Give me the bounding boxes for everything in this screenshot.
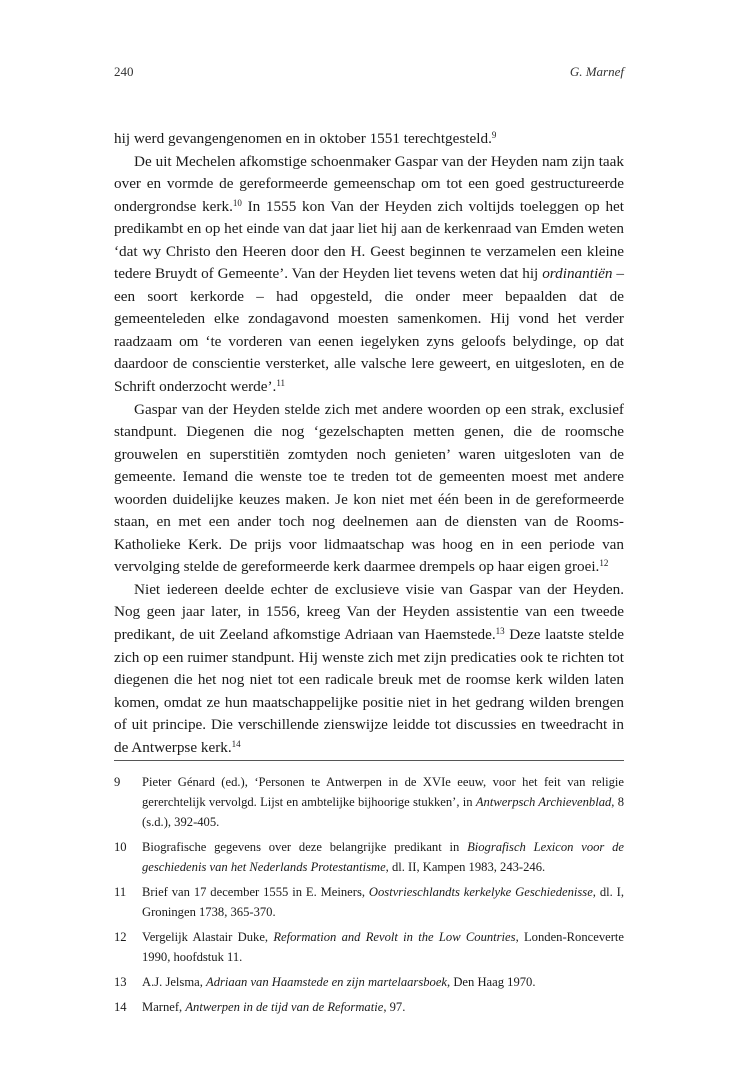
- footnote: [114, 997, 624, 1017]
- footnote-ref[interactable]: 11: [276, 378, 286, 389]
- text-run: hij werd gevangengenomen en in oktober 1551 terechtgesteld.: [114, 130, 492, 147]
- paragraph: [114, 399, 624, 579]
- italic-text: Biografisch Lexicon voor de geschiedenis van het Nederlands Protestantisme: [142, 840, 624, 874]
- text-run: , 8 (s.d.), 392-405.: [142, 795, 624, 829]
- footnote-number: 12: [114, 930, 127, 944]
- footnote-ref[interactable]: 9: [491, 130, 497, 140]
- footnote-text: [142, 775, 624, 829]
- italic-text: Antwerpsch Archievenblad: [475, 795, 612, 809]
- paragraph: [114, 128, 624, 151]
- text-run: , 97.: [383, 1000, 406, 1014]
- footnote-number: 10: [114, 840, 127, 854]
- paragraph: [114, 151, 624, 399]
- footnote: [114, 927, 624, 967]
- text-run: , dl. II, Kampen 1983, 243-246.: [385, 860, 546, 874]
- footnote-number: 11: [114, 885, 127, 899]
- text-run: In 1555 kon Van der Heyden zich voltijds toeleggen op het predikambt en op het einde van dat jaar liet hij aan de kerkenraad van Emden weten ‘dat wy Christo den Heeren door den H. Geest beginnen te verzamelen een kleine tedere Bruydt of Gemeente’. Van der Heyden liet tevens weten dat hij: [114, 197, 624, 283]
- text-run: Gaspar van der Heyden stelde zich met andere woorden op een strak, exclusief standpunt. Diegenen die nog ‘gezelschapten metten genen, die de roomsche grouwelen en superstitiën zomtyden noch genieten’ waren uitgesloten van de gemeente. Iemand die wenste toe te treden tot de gemeenten moest met andere woorden duidelijke keuzes maken. Je kon niet met één been in de gereformeerde staan, en met een ander toch nog deelnemen aan de diensten van de Rooms-Katholieke Kerk. De prijs voor lidmaatschap was hoog en in een periode van vervolging stelde de gereformeerde kerk daarmee drempels op haar eigen groei.: [114, 400, 624, 576]
- text-run: Vergelijk Alastair Duke,: [142, 930, 274, 944]
- text-run: , Den Haag 1970.: [447, 975, 536, 989]
- text-run: Deze laatste stelde zich op een ruimer standpunt. Hij wenste zich met zijn predicaties ook te richten tot diegenen die het nog niet tot een radicale breuk met de roomse kerk wilden laten komen, omdat ze hun maatschappelijke positie niet in het gedrang wilden brengen of uit principe. Die verschillende zienswijze leidde tot discussies en tweedracht in de Antwerpse kerk.: [114, 626, 624, 756]
- text-run: Biografische gegevens over deze belangrijke predikant in: [142, 840, 468, 854]
- text-run: A.J. Jelsma,: [142, 975, 207, 989]
- text-run: Brief van 17 december 1555 in E. Meiners,: [142, 885, 369, 899]
- footnote: [114, 837, 624, 877]
- footnote-ref[interactable]: 13: [495, 626, 505, 637]
- italic-text: Oostvrieschlandts kerkelyke Geschiedenisse: [368, 885, 593, 899]
- footnote-text: [142, 930, 624, 964]
- footnote: [114, 882, 624, 922]
- body-text: [114, 128, 624, 759]
- text-run: De uit Mechelen afkomstige schoenmaker Gaspar van der Heyden nam zijn taak over en vormde de gereformeerde gemeenschap om tot een goed gestructureerde ondergrondse kerk.: [114, 152, 624, 215]
- italic-text: Antwerpen in de tijd van de Reformatie: [185, 1000, 384, 1014]
- footnote-ref[interactable]: 14: [231, 738, 241, 749]
- text-run: Niet iedereen deelde echter de exclusieve visie van Gaspar van der Heyden. Nog geen jaar later, in 1556, kreeg Van der Heyden assistentie van een tweede predikant, de uit Zeeland afkomstige Adriaan van Haemstede.: [114, 580, 624, 644]
- text-run: – een soort kerkorde – had opgesteld, die onder meer bepaalden dat de gemeenteleden elke zondagavond moesten samenkomen. Hij vond het verder raadzaam om ‘te vorderen van eenen iegelyken zyns geloofs belydinge, op dat daardoor de conscientie versterket, alle valsche lere geweert, en uitgesloten, en de Schrift onderzocht werde’.: [114, 265, 624, 396]
- paragraph: [114, 579, 624, 759]
- footnote: [114, 972, 624, 992]
- footnote: [114, 772, 624, 832]
- footnote-text: [142, 1000, 405, 1014]
- text-run: , Londen-Ronceverte 1990, hoofdstuk 11.: [142, 930, 624, 964]
- footnote-number: 9: [114, 775, 121, 789]
- italic-text: ordinantiën: [542, 265, 613, 283]
- footnote-ref[interactable]: 12: [599, 558, 609, 569]
- running-head-author: G. Marnef: [569, 64, 624, 79]
- footnote-number: 14: [114, 1000, 127, 1014]
- page-number: 240: [114, 64, 134, 79]
- italic-text: Reformation and Revolt in the Low Countries: [273, 930, 516, 944]
- text-run: Marnef,: [142, 1000, 186, 1014]
- footnote-text: [142, 840, 624, 874]
- footnotes: [114, 772, 624, 1022]
- text-run: , dl. I, Groningen 1738, 365-370.: [142, 885, 624, 919]
- footnote-number: 13: [114, 975, 127, 989]
- running-head: [114, 64, 624, 82]
- italic-text: Adriaan van Haamstede en zijn martelaarsboek: [206, 975, 448, 989]
- footnote-text: [142, 885, 624, 919]
- text-run: Pieter Génard (ed.), ‘Personen te Antwerpen in de XVIe eeuw, voor het feit van religie gererchtelijk vervolgd. Lijst en ambtelijke bijhoorige stukken’, in: [142, 775, 624, 809]
- footnote-divider: [114, 760, 624, 761]
- footnote-ref[interactable]: 10: [232, 197, 242, 208]
- footnote-text: [142, 975, 536, 989]
